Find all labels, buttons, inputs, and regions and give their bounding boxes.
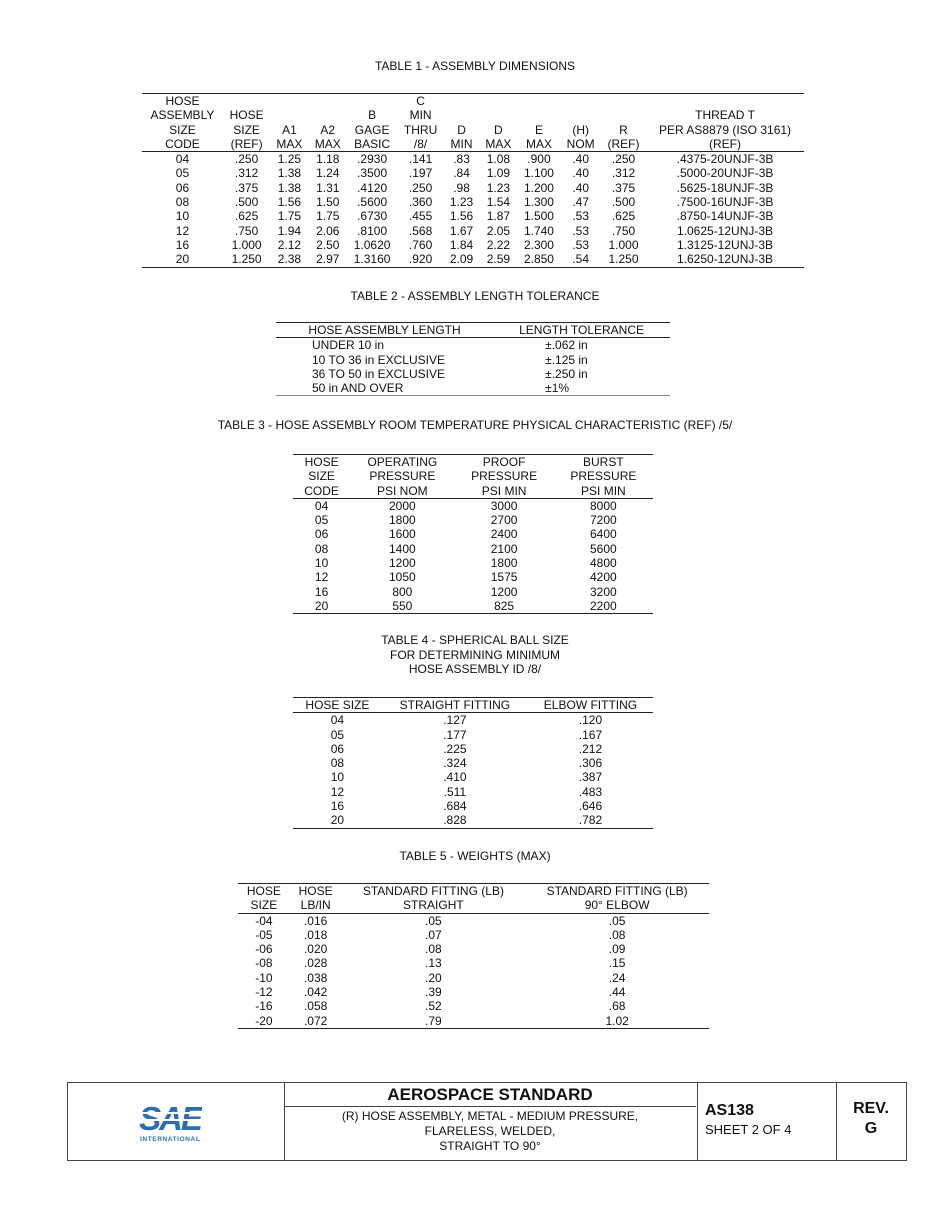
table-cell: .141: [408, 152, 433, 167]
table-cell: 06: [314, 527, 329, 542]
table-cell: 1800: [388, 513, 416, 528]
table-cell: 3000: [490, 498, 518, 513]
column-header: BURST PRESSURE PSI MIN: [554, 455, 653, 499]
table-cell: 2.05: [486, 223, 511, 238]
table-cell: .500: [234, 195, 259, 210]
table-row: [238, 942, 709, 956]
table-row: [293, 498, 653, 513]
table-cell: 1.740: [523, 223, 554, 238]
table2-title: TABLE 2 - ASSEMBLY LENGTH TOLERANCE: [350, 289, 600, 303]
table-cell: ±.125 in: [545, 352, 588, 367]
table-cell: 10: [175, 209, 190, 224]
table-cell: 06: [175, 180, 190, 195]
table1-title: TABLE 1 - ASSEMBLY DIMENSIONS: [374, 59, 576, 73]
table4-title-line: FOR DETERMINING MINIMUM: [390, 647, 560, 662]
table-cell: 08: [330, 756, 345, 771]
table-cell: .98: [453, 180, 470, 195]
table-cell: .684: [443, 799, 467, 814]
table-cell: 1.200: [523, 180, 554, 195]
table-cell: .4120: [357, 180, 388, 195]
table-cell: .360: [408, 195, 433, 210]
table-cell: 1.000: [231, 237, 262, 252]
table-cell: .500: [611, 195, 636, 210]
table-cell: 1.0625-12UNJ-3B: [676, 223, 774, 238]
table-cell: .40: [572, 180, 590, 195]
table-cell: 16: [175, 237, 190, 252]
table-cell: 36 TO 50 in EXCLUSIVE: [312, 366, 445, 381]
table-cell: 1.25: [277, 152, 302, 167]
table-row: [142, 152, 804, 167]
table-cell: .09: [608, 942, 626, 957]
table-cell: .4375-20UNJF-3B: [676, 152, 774, 167]
table-cell: .782: [578, 813, 603, 828]
table3-title: TABLE 3 - HOSE ASSEMBLY ROOM TEMPERATURE PHYSICAL CHARACTERISTIC (REF) /5/: [217, 418, 733, 432]
table-cell: 1.38: [277, 166, 302, 181]
table-cell: -06: [255, 942, 273, 957]
table-cell: 10: [330, 770, 345, 785]
table-cell: 1.75: [316, 209, 340, 224]
table-cell: .750: [234, 223, 259, 238]
table-cell: -04: [255, 913, 273, 928]
table-cell: .53: [572, 209, 590, 224]
table-cell: 1.24: [316, 166, 340, 181]
table-row: [142, 181, 804, 195]
table-row: [238, 985, 709, 999]
description-line: (R) HOSE ASSEMBLY, METAL - MEDIUM PRESSURE,: [341, 1109, 639, 1123]
table-cell: 2.50: [316, 237, 340, 252]
table-row: [238, 928, 709, 942]
table-cell: 2.850: [523, 252, 554, 267]
sae-logo: [138, 1099, 202, 1143]
table-cell: .08: [608, 927, 626, 942]
table-cell: 1.31: [316, 180, 340, 195]
table-row: [293, 742, 653, 756]
table-row: [238, 1014, 709, 1029]
table-cell: 12: [314, 570, 329, 585]
table-cell: .3500: [357, 166, 388, 181]
table-cell: 800: [392, 584, 413, 599]
table-cell: -16: [255, 999, 273, 1014]
table-cell: 20: [175, 252, 190, 267]
table-row: [142, 252, 804, 267]
table-cell: 2400: [490, 527, 518, 542]
table-cell: 3200: [590, 584, 617, 599]
table-row: [293, 799, 653, 813]
description-line: FLARELESS, WELDED,: [424, 1124, 556, 1138]
table-cell: 1.87: [486, 209, 511, 224]
column-header: D MAX: [479, 94, 517, 152]
spherical-ball-size-table: [293, 697, 653, 829]
table-cell: 12: [330, 784, 345, 799]
table-cell: .8100: [357, 223, 388, 238]
column-header: E MAX: [518, 94, 561, 152]
table-cell: .568: [408, 223, 433, 238]
table-cell: 50 in AND OVER: [312, 381, 404, 396]
table-cell: .54: [572, 252, 590, 267]
table-row: [238, 956, 709, 970]
table-cell: .625: [234, 209, 259, 224]
table-cell: 05: [314, 513, 329, 528]
table-cell: .828: [443, 813, 467, 828]
table-cell: 1.500: [523, 209, 554, 224]
table-cell: 6400: [590, 527, 617, 542]
table-cell: 1575: [490, 570, 518, 585]
table-row: [293, 770, 653, 784]
table-row: [276, 381, 670, 396]
table-cell: 08: [314, 541, 329, 556]
table-cell: 1.50: [316, 195, 340, 210]
table-row: [293, 713, 653, 728]
column-header: HOSE LB/IN: [290, 884, 342, 914]
table-cell: 04: [175, 152, 190, 167]
table-cell: .483: [578, 784, 603, 799]
table-cell: .5000-20UNJF-3B: [676, 166, 774, 181]
table-cell: .072: [303, 1013, 328, 1028]
table-cell: 1.56: [277, 195, 302, 210]
table-row: [293, 756, 653, 770]
table-cell: 1200: [388, 556, 416, 571]
table-row: [238, 971, 709, 985]
table-cell: .39: [425, 985, 442, 1000]
column-header: HOSE SIZE CODE: [293, 455, 350, 499]
table-row: [293, 556, 653, 570]
table-cell: .306: [578, 756, 603, 771]
table-cell: .387: [578, 770, 603, 785]
table-row: [142, 224, 804, 238]
table-row: [238, 999, 709, 1013]
table-cell: .410: [443, 770, 467, 785]
column-header: HOSE SIZE (REF): [223, 94, 270, 152]
table-cell: 1.56: [449, 209, 474, 224]
table-row: [293, 599, 653, 614]
table-cell: .312: [611, 166, 636, 181]
table-cell: .24: [608, 970, 626, 985]
table-cell: .250: [234, 152, 259, 167]
document-description: [284, 1109, 696, 1154]
table-cell: 1.38: [277, 180, 302, 195]
table-cell: .018: [303, 927, 328, 942]
table-row: [293, 813, 653, 828]
table-cell: 08: [175, 195, 190, 210]
revision-value: G: [864, 1120, 878, 1137]
table-cell: 2100: [490, 541, 518, 556]
column-header: PROOF PRESSURE PSI MIN: [454, 455, 553, 499]
table-cell: .250: [408, 180, 433, 195]
physical-characteristic-table: [293, 454, 653, 614]
table-cell: .038: [303, 970, 328, 985]
table-cell: .646: [578, 799, 603, 814]
table-row: [293, 785, 653, 799]
column-header: A2 MAX: [309, 94, 347, 152]
table-cell: .53: [572, 237, 590, 252]
table-cell: .750: [611, 223, 636, 238]
table-cell: .375: [611, 180, 636, 195]
table-cell: 2.38: [277, 252, 302, 267]
table-cell: .625: [611, 209, 636, 224]
table-cell: 10: [314, 556, 329, 571]
table-cell: .52: [425, 999, 442, 1014]
table-cell: 1.3160: [353, 252, 391, 267]
table-cell: .47: [572, 195, 590, 210]
table-cell: 1.54: [486, 195, 511, 210]
table-cell: .197: [408, 166, 433, 181]
length-tolerance-table: [276, 322, 670, 396]
table-cell: 2.09: [449, 252, 474, 267]
table-cell: 825: [494, 598, 515, 613]
table4-title-line: TABLE 4 - SPHERICAL BALL SIZE: [381, 633, 569, 647]
table-row: [293, 542, 653, 556]
table-cell: 12: [175, 223, 190, 238]
table-cell: .760: [408, 237, 433, 252]
column-header: HOSE SIZE: [293, 698, 382, 713]
column-header: B GAGE BASIC: [347, 94, 397, 152]
table-row: [142, 195, 804, 209]
table-cell: 20: [314, 598, 329, 613]
table-cell: .84: [453, 166, 470, 181]
table-cell: 2.22: [486, 237, 511, 252]
table-cell: 1.250: [608, 252, 639, 267]
column-header: C MIN THRU /8/: [397, 94, 444, 152]
table-row: [142, 238, 804, 252]
table-cell: .40: [572, 152, 590, 167]
sae-logo-icon: [138, 1099, 202, 1143]
table-cell: 1.6250-12UNJ-3B: [676, 252, 774, 267]
table-cell: .920: [408, 252, 433, 267]
table-cell: .5625-18UNJF-3B: [676, 180, 774, 195]
table-cell: .79: [425, 1013, 442, 1028]
table-cell: 7200: [590, 513, 617, 528]
description-line: STRAIGHT TO 90°: [439, 1139, 541, 1153]
table-row: [142, 209, 804, 223]
table-cell: .2930: [357, 152, 388, 167]
table-cell: .042: [303, 985, 328, 1000]
column-header: LENGTH TOLERANCE: [493, 323, 670, 338]
table-cell: 1.0620: [353, 237, 391, 252]
standard-title: AEROSPACE STANDARD: [284, 1083, 696, 1107]
table-cell: .020: [303, 942, 328, 957]
table-cell: 04: [330, 713, 345, 728]
table-cell: -05: [255, 927, 273, 942]
table-cell: .324: [443, 756, 467, 771]
logo-subtext: INTERNATIONAL: [140, 1136, 201, 1143]
table-cell: -08: [255, 956, 273, 971]
table-row: [293, 570, 653, 584]
column-header: R (REF): [601, 94, 646, 152]
column-header: OPERATING PRESSURE PSI NOM: [350, 455, 454, 499]
table-cell: .167: [578, 727, 603, 742]
table-row: [293, 728, 653, 742]
column-header: (H) NOM: [560, 94, 601, 152]
table-cell: ±.062 in: [545, 338, 588, 353]
table-cell: .900: [527, 152, 551, 167]
logo-text: SAE: [139, 1100, 201, 1137]
table-cell: 1.100: [523, 166, 554, 181]
table-row: [293, 527, 653, 541]
table-cell: ±.250 in: [545, 366, 588, 381]
table-cell: .120: [578, 713, 603, 728]
column-header: STRAIGHT FITTING: [382, 698, 528, 713]
table-cell: 1.300: [523, 195, 554, 210]
table-cell: .511: [443, 784, 467, 799]
table-row: [293, 513, 653, 527]
column-header: ELBOW FITTING: [528, 698, 653, 713]
table-cell: 1.75: [277, 209, 302, 224]
table-cell: .05: [425, 913, 442, 928]
table-cell: .83: [453, 152, 470, 167]
revision: [836, 1099, 906, 1139]
table-cell: 2000: [388, 498, 416, 513]
table-cell: .7500-16UNJF-3B: [676, 195, 774, 210]
table-cell: 4200: [590, 570, 617, 585]
table-cell: 1.84: [449, 237, 474, 252]
table-row: [293, 585, 653, 599]
table-cell: .177: [443, 727, 467, 742]
table4-title-line: HOSE ASSEMBLY ID /8/: [408, 662, 542, 676]
table-cell: 06: [330, 741, 345, 756]
table-cell: .13: [425, 956, 442, 971]
table-cell: 1.18: [316, 152, 340, 167]
column-header: THREAD T PER AS8879 (ISO 3161) (REF): [646, 94, 804, 152]
table-row: [276, 353, 670, 367]
sheet-number: SHEET 2 OF 4: [705, 1122, 792, 1137]
table-cell: 5600: [590, 541, 617, 556]
table-cell: .08: [425, 942, 442, 957]
table-row: [238, 913, 709, 928]
assembly-dimensions-table: [142, 93, 804, 268]
table-cell: 1.3125-12UNJ-3B: [676, 237, 774, 252]
table-cell: .016: [303, 913, 328, 928]
column-header: HOSE SIZE: [238, 884, 290, 914]
table-cell: 2.06: [316, 223, 340, 238]
table-cell: 05: [330, 727, 345, 742]
column-header: HOSE ASSEMBLY LENGTH: [276, 323, 493, 338]
column-header: D MIN: [444, 94, 479, 152]
table-cell: 05: [175, 166, 190, 181]
table-cell: .028: [303, 956, 328, 971]
table-cell: 2700: [490, 513, 518, 528]
table4-title: [0, 633, 950, 677]
table-cell: 16: [314, 584, 329, 599]
table-cell: 10 TO 36 in EXCLUSIVE: [312, 352, 445, 367]
table-cell: .44: [608, 985, 626, 1000]
column-header: HOSE ASSEMBLY SIZE CODE: [142, 94, 223, 152]
table-cell: 16: [330, 799, 345, 814]
table-cell: 2.59: [486, 252, 511, 267]
table-cell: 1600: [388, 527, 416, 542]
table-cell: .40: [572, 166, 590, 181]
column-header: STANDARD FITTING (LB) STRAIGHT: [342, 884, 526, 914]
table-cell: .312: [234, 166, 259, 181]
table-cell: 1.250: [231, 252, 262, 267]
table-cell: 20: [330, 813, 345, 828]
table-cell: 550: [392, 598, 413, 613]
table-cell: 8000: [590, 498, 617, 513]
table-cell: .212: [578, 741, 603, 756]
table-cell: 1.08: [486, 152, 511, 167]
table-cell: 04: [314, 498, 329, 513]
table-cell: ±1%: [545, 381, 570, 396]
table-cell: 4800: [590, 556, 617, 571]
table-cell: -12: [255, 985, 273, 1000]
weights-table: [238, 883, 709, 1029]
table-cell: 2200: [590, 598, 617, 613]
table-cell: 1050: [388, 570, 416, 585]
table-cell: .53: [572, 223, 590, 238]
table-cell: 1.09: [486, 166, 511, 181]
table-cell: -20: [255, 1013, 273, 1028]
table-cell: .6730: [357, 209, 388, 224]
table-cell: 1.02: [605, 1013, 629, 1028]
table-cell: .05: [608, 913, 626, 928]
table-cell: 1400: [388, 541, 416, 556]
table-cell: .5600: [357, 195, 388, 210]
table-row: [276, 338, 670, 353]
table-cell: 2.97: [316, 252, 340, 267]
table-cell: UNDER 10 in: [312, 338, 385, 353]
table-row: [142, 166, 804, 180]
table-cell: 2.12: [277, 237, 302, 252]
column-header: A1 MAX: [270, 94, 308, 152]
column-header: STANDARD FITTING (LB) 90° ELBOW: [525, 884, 709, 914]
table-cell: 1.94: [277, 223, 302, 238]
table-cell: -10: [255, 970, 273, 985]
table-cell: .250: [611, 152, 636, 167]
table-cell: 1.67: [449, 223, 474, 238]
table-cell: .225: [443, 741, 467, 756]
revision-label: REV.: [853, 1100, 889, 1117]
table-cell: .68: [608, 999, 626, 1014]
table-cell: .455: [408, 209, 433, 224]
table-cell: 1.000: [608, 237, 639, 252]
table-cell: 1800: [490, 556, 518, 571]
table-row: [276, 367, 670, 381]
title-block: [67, 1082, 907, 1161]
table-cell: .127: [443, 713, 467, 728]
table-cell: .15: [608, 956, 626, 971]
table-cell: .375: [234, 180, 259, 195]
table-cell: .07: [425, 927, 442, 942]
table5-title: TABLE 5 - WEIGHTS (MAX): [399, 849, 551, 863]
table-cell: .20: [425, 970, 442, 985]
table-cell: .8750-14UNJF-3B: [676, 209, 774, 224]
document-number: AS138: [705, 1102, 754, 1119]
table-cell: .058: [303, 999, 328, 1014]
table-cell: 1.23: [486, 180, 511, 195]
table-cell: 1200: [490, 584, 518, 599]
table-cell: 2.300: [523, 237, 554, 252]
table-cell: 1.23: [449, 195, 474, 210]
